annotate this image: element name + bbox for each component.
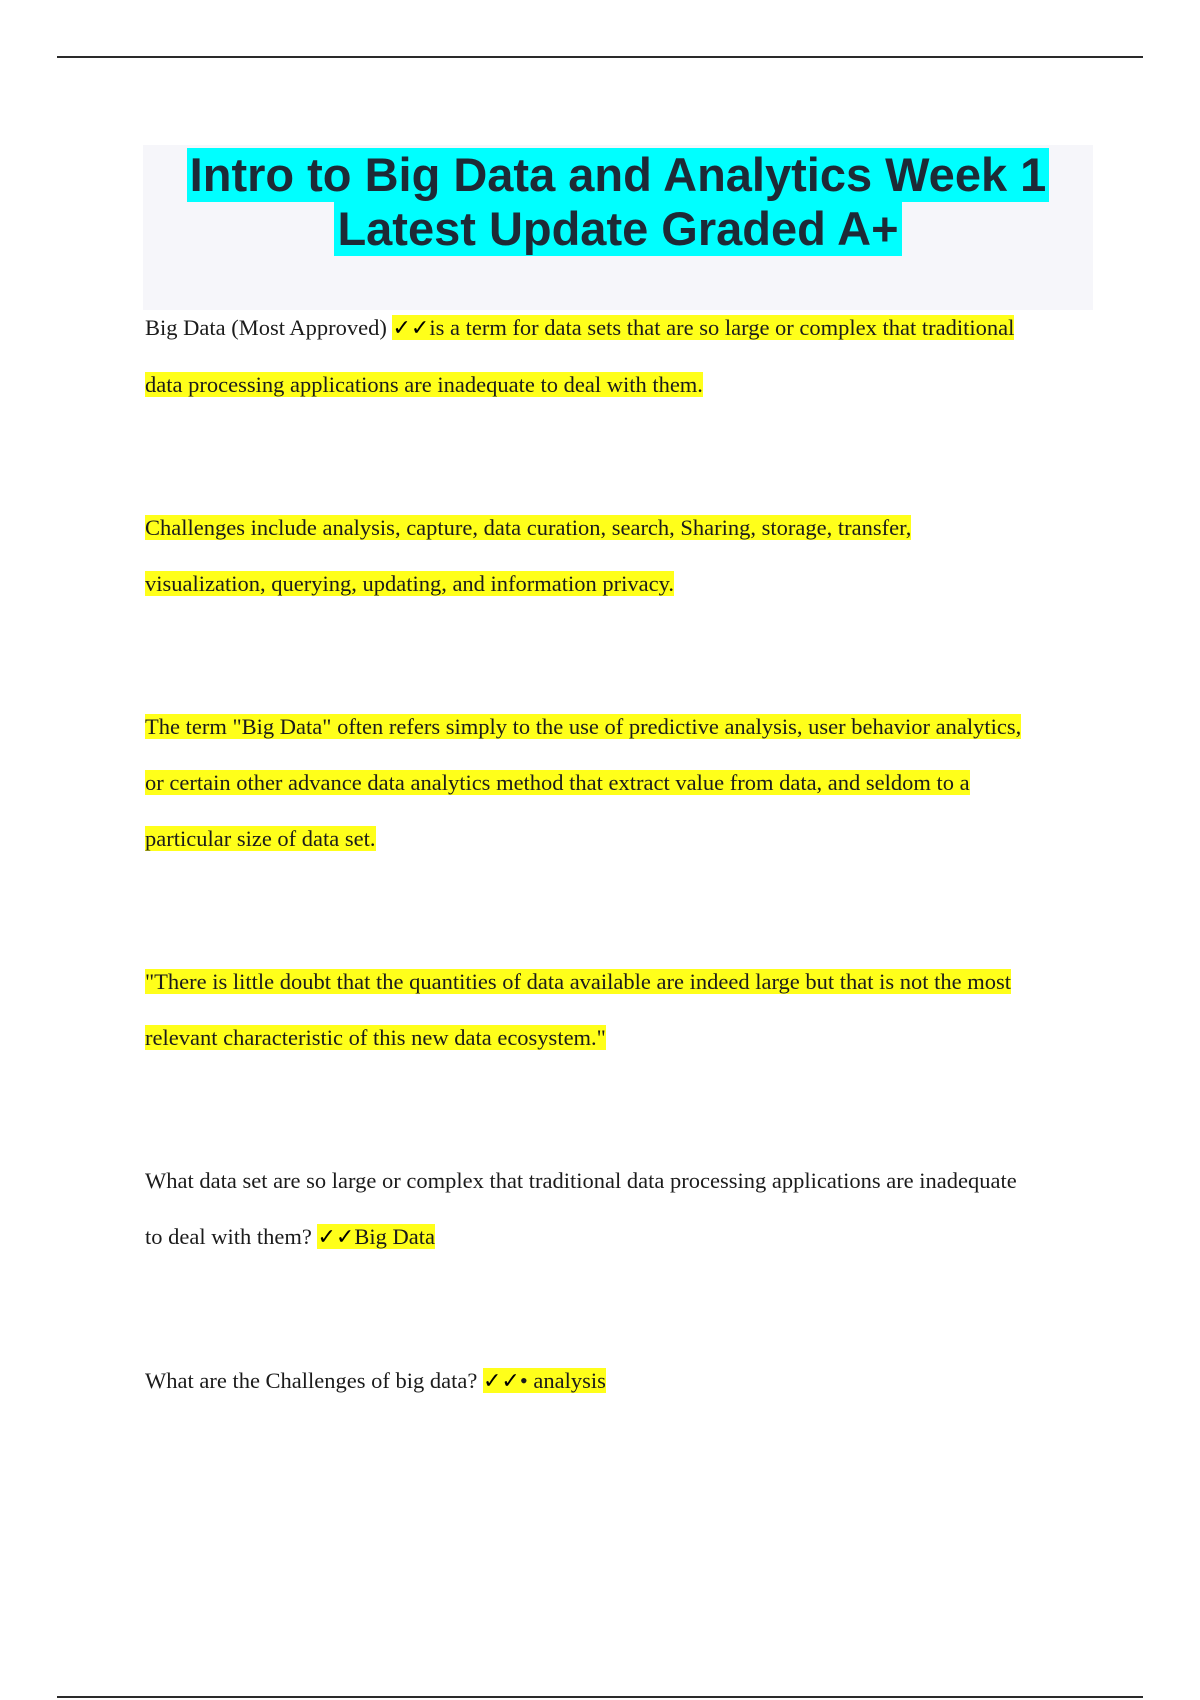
answer-text: Big Data: [354, 1224, 435, 1249]
term-line-1: The term "Big Data" often refers simply to the use of predictive analysis, user behavior analytics,: [145, 714, 1022, 739]
term-line-2: or certain other advance data analytics method that extract value from data, and seldom to a: [145, 770, 970, 795]
question-line-2: to deal with them?: [145, 1224, 318, 1249]
document-body: [145, 300, 1100, 1410]
quote-line-2: relevant characteristic of this new data ecosystem.": [145, 1025, 606, 1050]
title-block: [143, 145, 1093, 310]
definition-line-1: is a term for data sets that are so large or complex that traditional: [429, 315, 1015, 340]
question-challenges: [145, 1353, 1100, 1410]
paragraph-term-meaning: [145, 699, 1100, 867]
question-line: What are the Challenges of big data?: [145, 1368, 483, 1393]
quote-line-1: "There is little doubt that the quantities of data available are indeed large but that is not the most: [145, 969, 1012, 994]
header-rule: [57, 56, 1143, 58]
footer-rule: [57, 1696, 1143, 1698]
question-line-1: What data set are so large or complex that traditional data processing applications are inadequate: [145, 1168, 1017, 1193]
paragraph-challenges: [145, 500, 1100, 612]
term-label: Big Data (Most Approved): [145, 315, 393, 340]
challenges-line-1: Challenges include analysis, capture, data curation, search, Sharing, storage, transfer,: [145, 515, 912, 540]
double-check-icon: ✓✓: [482, 1369, 520, 1394]
double-check-icon: ✓✓: [317, 1225, 355, 1250]
document-title-line-1: Intro to Big Data and Analytics Week 1: [187, 148, 1050, 202]
term-line-3: particular size of data set.: [145, 826, 376, 851]
paragraph-big-data-definition: [145, 300, 1100, 413]
paragraph-quote: [145, 954, 1100, 1066]
definition-line-2: data processing applications are inadequate to deal with them.: [145, 372, 703, 397]
question-big-data: [145, 1153, 1100, 1266]
document-title-line-2: Latest Update Graded A+: [334, 202, 901, 256]
challenges-line-2: visualization, querying, updating, and information privacy.: [145, 571, 675, 596]
double-check-icon: ✓✓: [392, 316, 430, 341]
answer-text: • analysis: [519, 1368, 606, 1393]
